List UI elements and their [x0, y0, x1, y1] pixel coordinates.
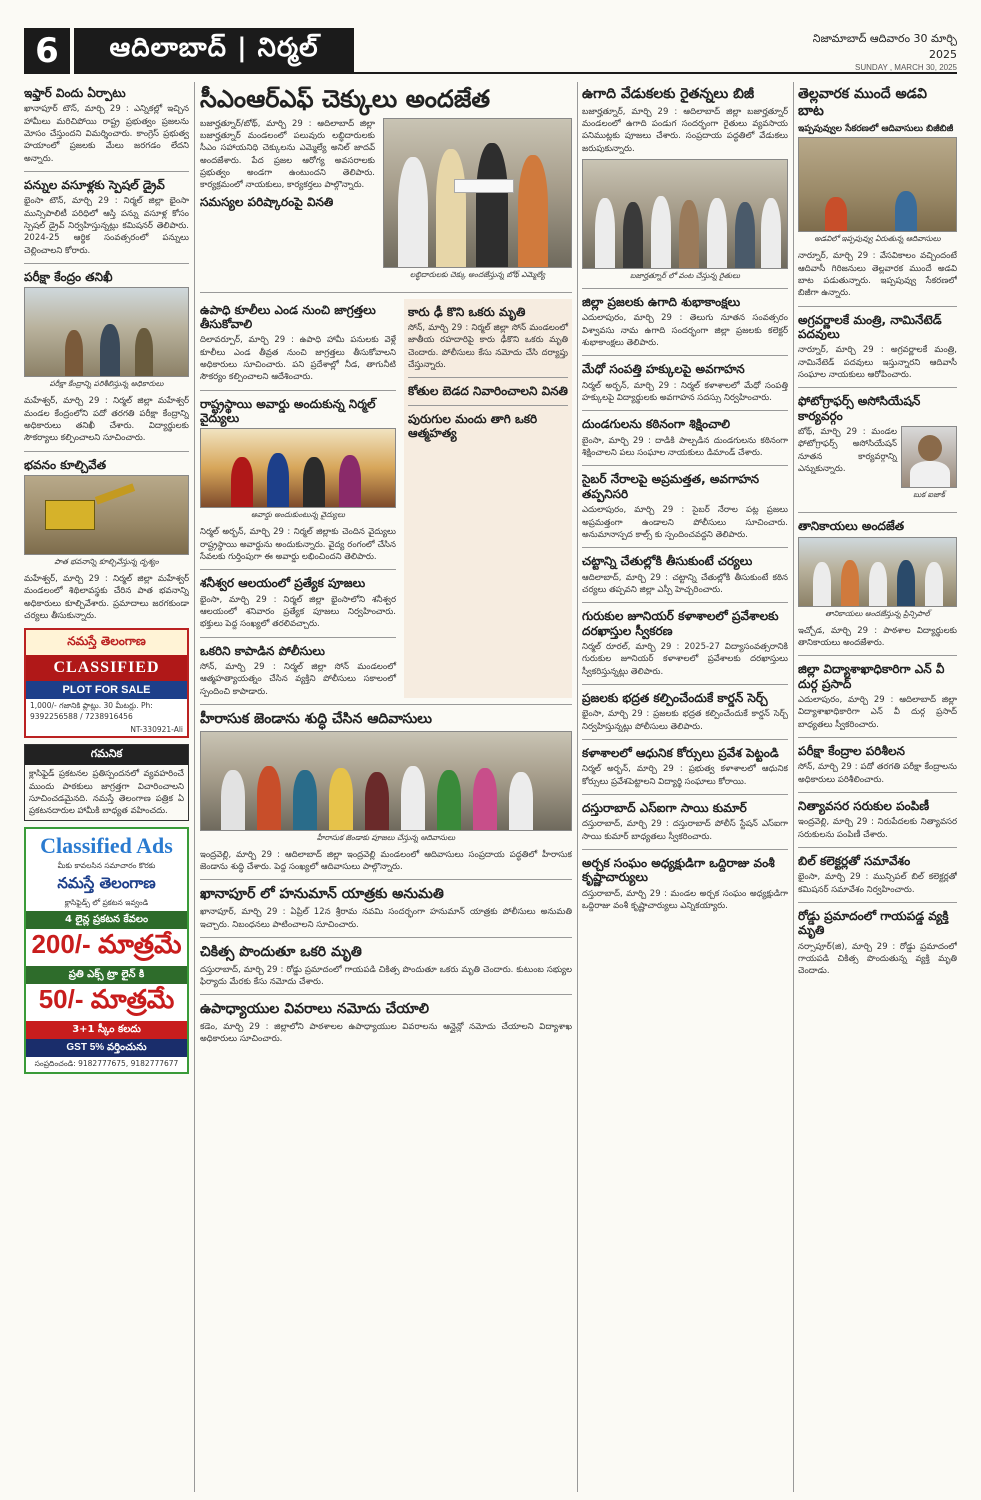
photo-caption: బుక ఐజాక్ [913, 490, 945, 500]
article-body: ఎదులాపురం, మార్చి 29 : సైబర్ నేరాల పట్ల ప్రజలు అప్రమత్తంగా ఉండాలని పోలీసులు సూచించారు. అనుమానాస్పద కాల్స్ కు స్పందించవద్దని తెలిపారు. [582, 505, 788, 540]
column-3 [582, 82, 788, 912]
divider [798, 792, 957, 793]
headline: చట్టాన్ని చేతుల్లోకి తీసుకుంటే చర్యలు [582, 554, 753, 569]
promo-line: క్లాసిఫైడ్స్ లో ప్రకటన ఇవ్వండి [64, 898, 149, 908]
article-body: నిర్మల్ రూరల్, మార్చి 29 : 2025-27 విద్యాసంవత్సరానికి గురుకుల జూనియర్ కళాశాలలో ప్రవేశాలకు దరఖాస్తులు స్వీకరిస్తున్నట్లు తెలిపారు. [582, 641, 788, 677]
ad-subtitle: PLOT FOR SALE [26, 681, 187, 699]
article-body: దస్తురాబాద్, మార్చి 29 : మండల అర్చక సంఘం అధ్యక్షుడిగా ఒద్దిరాజు వంశీ కృష్ణాచార్యులు ఎన్నికయ్యారు. [582, 888, 788, 911]
photo-cheque-handover [383, 118, 572, 268]
story-column-left [200, 299, 396, 698]
headline: అగ్రవర్ణాలకే మంత్రి, నామినేటెడ్ పదవులు [798, 312, 942, 342]
divider [200, 637, 396, 638]
lead-subheadline: ఇప్పపువ్వుల సేకరణలో ఆదివాసులు బిజీబిజీ [798, 123, 954, 134]
divider [24, 171, 189, 172]
masthead [24, 28, 957, 74]
headline: ఇఫ్తార్ విందు ఏర్పాటు [24, 86, 126, 100]
promo-brand: నమస్తే తెలంగాణ [57, 874, 156, 893]
headline: ఖానాపూర్ లో హనుమాన్ యాత్రకు అనుమతి [200, 886, 444, 903]
divider [798, 847, 957, 848]
divider [24, 451, 189, 452]
divider [200, 569, 396, 570]
divider [200, 937, 572, 938]
article-body: కడెం, మార్చి 29 : జిల్లాలోని పాఠశాలల ఉపాధ్యాయుల వివరాలను ఆన్లైన్లో నమోదు చేయాలని విద్యాశాఖ అధికారులు సూచించారు. [200, 1022, 572, 1045]
promo-title: Classified Ads [40, 833, 173, 859]
headline: కారు ఢీ కొని ఒకరు మృతి [408, 304, 526, 319]
ad-title: CLASSIFIED [26, 655, 187, 681]
promo-offer: ప్రతి ఎక్స్ ట్రా లైన్ కి [26, 966, 187, 984]
headline: దుండగులను కఠినంగా శిక్షించాలి [582, 417, 731, 432]
article-body: నిర్మల్ అర్బన్, మార్చి 29 : నిర్మల్ జిల్లాకు చెందిన వైద్యులు రాష్ట్రస్థాయి అవార్డును అందుకున్నారు. వైద్య రంగంలో చేసిన సేవలకు గుర్తింపుగా ఈ అవార్డు లభించిందని తెలిపారు. [200, 527, 396, 563]
divider [200, 704, 572, 705]
article-body: నార్నూర్, మార్చి 29 : వేసవికాలం వచ్చిందంటే ఆదివాసీ గిరిజనులు తెల్లవారక ముందే అడవి బాట పడుతున్నారు. ఇప్పపువ్వు సేకరణలో బిజీగా ఉన్నారు. [798, 251, 957, 299]
headline: పరీక్షా కేంద్రాల పరిశీలన [798, 743, 905, 758]
main-story [200, 118, 572, 286]
divider [798, 512, 957, 513]
headline: పన్నుల వసూళ్లకు స్పెషల్ డ్రైవ్ [24, 177, 165, 192]
date-telugu: నిజామాబాద్ ఆదివారం 30 మార్చి 2025 [812, 32, 957, 61]
article-body: ఖానాపూర్, మార్చి 29 : ఏప్రిల్ 12న శ్రీరామ నవమి సందర్భంగా హనుమాన్ యాత్రకు పోలీసులు అనుమతి ఇచ్చారు. నిబంధనలు పాటించాలని సూచించారు. [200, 907, 572, 930]
divider [200, 994, 572, 995]
promo-line: మీకు కావలసిన సమాచారం కొరకు [57, 861, 156, 871]
photo-caption: తానికాయలు అందజేస్తున్న ప్రిన్సిపాల్ [825, 608, 930, 618]
article-body: సోన్, మార్చి 29 : పదో తరగతి పరీక్షా కేంద్రాలను అధికారులు పరిశీలించారు. [798, 762, 957, 785]
ad-text: 1,000/- గజానికి ప్లాట్లు. 30 మీటర్లు. Ph: 9392256588 / 7238916456 [30, 701, 153, 722]
article-body: ఇచ్చోడ, మార్చి 29 : పాఠశాల విద్యార్థులకు తానికాయలు అందజేశారు. [798, 625, 957, 648]
column-4 [798, 82, 957, 978]
column-1 [24, 82, 189, 1074]
divider [200, 390, 396, 391]
headline: గురుకుల జూనియర్ కళాశాలలో ప్రవేశాలకు దరఖాస్తుల స్వీకరణ [582, 609, 779, 638]
promo-price: 200/- మాత్రమే [31, 929, 182, 960]
article-body: దస్తురాబాద్, మార్చి 29 : దస్తురాబాద్ పోలీస్ స్టేషన్ ఎస్ఐగా సాయి కుమార్ బాధ్యతలు స్వీకరించారు. [582, 819, 788, 842]
photo-caption: పరీక్షా కేంద్రాన్ని పరిశీలిస్తున్న అధికారులు [49, 379, 164, 389]
article-body: భైంసా, మార్చి 29 : నిర్మల్ జిల్లా భైంసాలోని శనీశ్వర ఆలయంలో శనివారం ప్రత్యేక పూజలు నిర్వహించారు. భక్తులు పెద్ద సంఖ్యలో తరలివచ్చారు. [200, 594, 396, 630]
notice-heading: గమనిక [25, 745, 188, 765]
divider [408, 377, 568, 378]
headline: తానికాయలు అందజేత [798, 519, 905, 534]
divider [582, 602, 788, 603]
headline: పురుగుల మందు తాగి ఒకరి ఆత్మహత్య [408, 411, 538, 441]
article-body: నిర్మల్ అర్బన్, మార్చి 29 : ప్రభుత్వ కళాశాలలో ఆధునిక కోర్సులు ప్రవేశపెట్టాలని విద్యార్థి సంఘాలు కోరాయి. [582, 764, 788, 787]
headline: భవనం కూల్చివేత [24, 457, 107, 472]
headline: దస్తురాబాద్ ఎస్ఐగా సాయి కుమార్ [582, 800, 747, 815]
divider [798, 737, 957, 738]
photo-caption: లబ్ధిదారులకు చెక్కు అందజేస్తున్న బోథ్ ఎమ్మెల్యే [409, 269, 546, 279]
photo-caption: హీరాసుక జెండాకు పూజలు చేస్తున్న ఆదివాసులు [316, 832, 456, 842]
article-body: ఖానాపూర్ టౌన్, మార్చి 29 : ఎన్నికల్లో ఇచ్చిన హామీలు మరిచిపోయి రాష్ట్ర ప్రభుత్వం ప్రజలను మోసం చేస్తుందని విమర్శించారు. కాంగ్రెస్ ప్రభుత్వ హయాంలో ప్రజలకు మేలు జరగడం లేదని అన్నారు. [24, 104, 189, 164]
article-body: సోన్, మార్చి 29 : నిర్మల్ జిల్లా సోన్ మండలంలో జాతీయ రహదారిపై కారు ఢీకొని ఒకరు మృతి చెందారు. పోలీసులు కేసు నమోదు చేసి దర్యాప్తు చేస్తున్నారు. [408, 322, 568, 370]
classified-ads-promo [24, 827, 189, 1074]
main-story-text [200, 118, 375, 286]
divider [582, 410, 788, 411]
divider [582, 547, 788, 548]
headline: ఉపాధి కూలీలు ఎండ నుంచి జాగ్రత్తలు తీసుకోవాలి [200, 302, 376, 331]
headline: హీరాసుక జెండాను శుద్ధి చేసిన ఆదివాసులు [200, 711, 432, 727]
headline: ఉపాధ్యాయుల వివరాలు నమోదు చేయాలి [200, 1001, 430, 1018]
portrait-photo [901, 426, 957, 488]
divider [798, 655, 957, 656]
divider [24, 263, 189, 264]
subheadline: సమస్యల పరిష్కారంపై వినతి [200, 195, 334, 210]
lead-headline: తెల్లవారక ముందే అడవి బాట [798, 86, 927, 119]
ad-brand: నమస్తే తెలంగాణ [26, 630, 187, 655]
headline: ఒకరిని కాపాడిన పోలీసులు [200, 643, 325, 658]
headline: కోతుల బెడద నివారించాలని వినతి [408, 384, 568, 399]
main-story-photo-wrap [383, 118, 572, 286]
headline: జిల్లా ప్రజలకు ఉగాది శుభాకాంక్షలు [582, 295, 741, 310]
article-body: ఎదులాపురం, మార్చి 29 : ఆదిలాబాద్ జిల్లా విద్యాశాఖాధికారిగా ఎన్ వీ దుర్గ ప్రసాద్ బాధ్యతలు స్వీకరించారు. [798, 694, 957, 730]
article-body: మహేశ్వర్, మార్చి 29 : నిర్మల్ జిల్లా మహేశ్వర్ మండలంలో శిథిలావస్థకు చేరిన పాత భవనాన్ని అధికారులు కూల్చివేశారు. ప్రమాదాలు జరగకుండా చర్యలు తీసుకున్నారు. [24, 573, 189, 621]
photo-exam-centre [24, 287, 189, 377]
ad-code: NT-330921-Ali [130, 725, 183, 735]
divider [582, 849, 788, 850]
divider [200, 292, 572, 293]
divider [408, 405, 568, 406]
promo-contact: సంప్రదించండి: 9182777675, 9182777677 [34, 1059, 179, 1069]
promo-gst: GST 5% వర్తించును [26, 1039, 187, 1057]
photo-adivasi-flag [200, 731, 572, 831]
divider [200, 879, 572, 880]
photo-caption: పాత భవనాన్ని కూల్చివేస్తున్న దృశ్యం [54, 556, 159, 566]
columns [24, 82, 957, 1492]
masthead-date [787, 28, 957, 74]
divider [582, 739, 788, 740]
masthead-rule [354, 28, 787, 74]
photo-distribution [798, 537, 957, 607]
divider [582, 794, 788, 795]
headline: జిల్లా విద్యాశాఖాధికారిగా ఎన్ వీ దుర్గ ప్రసాద్ [798, 662, 945, 691]
headline: చికిత్స పొందుతూ ఒకరి మృతి [200, 943, 362, 960]
article-body: బోథ్, మార్చి 29 : మండల ఫోటోగ్రాఫర్స్ అసోసియేషన్ నూతన కార్యవర్గాన్ని ఎన్నుకున్నారు. [798, 427, 897, 475]
promo-price: 50/- మాత్రమే [38, 984, 175, 1015]
column-rule [793, 82, 794, 1492]
article-body: బైంసా, మార్చి 29 : దాడికి పాల్పడిన దుండగులను కఠినంగా శిక్షించాలని పలు సంఘాల నాయకులు డిమాండ్ చేశారు. [582, 435, 788, 459]
article-body: దస్తురాబాద్, మార్చి 29 : రోడ్డు ప్రమాదంలో గాయపడి చికిత్స పొందుతూ ఒకరు మృతి చెందారు. కుటుంబ సభ్యుల ఫిర్యాదు మేరకు కేసు నమోదు చేశారు. [200, 964, 572, 987]
article-body: బజార్హత్నూర్, మార్చి 29 : ఆదిలాబాద్ జిల్లా బజార్హత్నూర్ మండలంలో ఉగాది పండుగ సందర్భంగా రైతులు వ్యవసాయ పనిముట్లకు పూజలు చేశారు. సంప్రదాయ పద్ధతిలో వేడుకలు జరుపుకున్నారు. [582, 106, 788, 154]
divider [582, 355, 788, 356]
article-body: నార్నూర్, మార్చి 29 : అగ్రవర్ణాలకే మంత్రి, నామినేటెడ్ పదవులు ఇస్తున్నారని ఆదివాసీ సంఘాల నాయకులు ఆరోపించారు. [798, 345, 957, 381]
article-body: సోన్, మార్చి 29 : నిర్మల్ జిల్లా సోన్ మండలంలో ఆత్మహత్యాయత్నం చేసిన వ్యక్తిని పోలీసులు సకాలంలో స్పందించి కాపాడారు. [200, 662, 396, 697]
headline: నిత్యావసర సరుకుల పంపిణీ [798, 798, 930, 813]
article-body: నర్సాపూర్(జి), మార్చి 29 : రోడ్డు ప్రమాదంలో గాయపడి చికిత్స పొందుతున్న వ్యక్తి మృతి చెందాడు. [798, 941, 957, 977]
story-row [200, 299, 572, 698]
article-body: భైంసా టౌన్, మార్చి 29 : నిర్మల్ జిల్లా భైంసా మున్సిపాలిటీ పరిధిలో ఆస్తి పన్ను వసూళ్ల కోసం స్పెషల్ డ్రైవ్ నిర్వహిస్తున్నట్లు కమిషనర్ తెలిపారు. 2024-25 ఆర్థిక సంవత్సరంలో పన్నులు చెల్లించాలని కోరారు. [24, 196, 189, 256]
date-english: SUNDAY , MARCH 30, 2025 [855, 63, 957, 72]
article-body: దిలావర్పూర్, మార్చి 29 : ఉపాధి హామీ పనులకు వెళ్లే కూలీలు ఎండ తీవ్రత నుంచి జాగ్రత్తలు తీసుకోవాలని అధికారులు సూచించారు. పని ప్రదేశాల్లో నీడ, తాగునీటి సౌకర్యం కల్పించాలని ఆదేశించారు. [200, 335, 396, 383]
divider [798, 306, 957, 307]
article-body: ఆదిలాబాద్, మార్చి 29 : చట్టాన్ని చేతుల్లోకి తీసుకుంటే కఠిన చర్యలు తప్పవని జిల్లా ఎస్పీ హెచ్చరించారు. [582, 572, 788, 595]
headline: కళాశాలలో ఆధునిక కోర్సులు ప్రవేశ పెట్టండి [582, 745, 779, 760]
page-number: 6 [24, 28, 70, 74]
headline: ఫోటోగ్రాఫర్స్ అసోసియేషన్ కార్యవర్గం [798, 394, 921, 423]
main-headline: సీఎంఆర్ఎఫ్ చెక్కులు అందజేత [200, 85, 491, 113]
portrait-wrap [901, 426, 957, 506]
headline: రాష్ట్రస్థాయి అవార్డు అందుకున్న నిర్మల్ వైద్యులు [200, 396, 376, 426]
notice-body: క్లాసిఫైడ్ ప్రకటనల ప్రతిస్పందనలో వ్యవహరించే ముందు పాఠకులు జాగ్రత్తగా విచారించాలని సూచించడమైనది. నమస్తే తెలంగాణ పత్రిక ఏ ప్రకటనదారుల హామీకి బాధ్యత వహించదు. [29, 769, 184, 817]
photo-mahua-collection [798, 137, 957, 232]
headline: ప్రజలకు భద్రత కల్పించేందుకే కార్డన్ సెర్చ్ [582, 690, 768, 705]
story-column-right [404, 299, 572, 698]
column-rule [194, 82, 195, 1492]
lead-headline: ఉగాది వేడుకలకు రైతన్నలు బిజీ [582, 86, 755, 102]
headline: బిల్ కలెక్టర్లతో సమావేశం [798, 853, 911, 868]
headline: మేధో సంపత్తి హక్కులపై అవగాహన [582, 362, 745, 377]
divider [798, 387, 957, 388]
divider [582, 465, 788, 466]
article-body: భైంసా, మార్చి 29 : ప్రజలకు భద్రత కల్పించేందుకే కార్డన్ సెర్చ్ నిర్వహిస్తున్నట్లు పోలీసులు తెలిపారు. [582, 709, 788, 732]
edition-title: ఆదిలాబాద్ | నిర్మల్ [74, 28, 354, 74]
photo-caption: అవార్డు అందుకుంటున్న వైద్యులు [250, 510, 346, 520]
article-body: భైంసా, మార్చి 29 : మున్సిపల్ బిల్ కలెక్టర్లతో కమిషనర్ సమావేశం నిర్వహించారు. [798, 872, 957, 895]
article-body: బజార్హత్నూర్/బోథ్, మార్చి 29 : ఆదిలాబాద్ జిల్లా బజార్హత్నూర్ మండలంలో పలువురు లబ్ధిదారులకు సీఎం సహాయనిధి చెక్కులను ఎమ్మెల్యే అనిల్ జాదవ్ అందజేశారు. పేద ప్రజల ఆరోగ్య అవసరాలకు ప్రభుత్వం అండగా ఉంటుందని తెలిపారు. కార్యక్రమంలో నాయకులు, కార్యకర్తలు పాల్గొన్నారు. [200, 118, 375, 191]
divider [798, 902, 957, 903]
headline: రోడ్డు ప్రమాదంలో గాయపడ్డ వ్యక్తి మృతి [798, 908, 949, 938]
divider [582, 288, 788, 289]
photo-caption: అడవిలో ఇప్పపువ్వు ఏరుతున్న ఆదివాసులు [814, 234, 941, 244]
article-body: నిర్మల్ అర్బన్, మార్చి 29 : నిర్మల్ కళాశాలలో మేధో సంపత్తి హక్కులపై విద్యార్థులకు అవగాహన సదస్సు నిర్వహించారు. [582, 380, 788, 404]
photo-demolition [24, 475, 189, 555]
column-rule [577, 82, 578, 1492]
headline: శనీశ్వర ఆలయంలో ప్రత్యేక పూజలు [200, 576, 366, 591]
column-2 [200, 82, 572, 1046]
headline: అర్చక సంఘం అధ్యక్షుడిగా ఒద్దిరాజు వంశీ కృష్ణాచార్యులు [582, 855, 775, 885]
notice-box [24, 744, 189, 821]
divider [582, 684, 788, 685]
story-with-portrait [798, 426, 957, 506]
promo-offer: 4 లైన్ల ప్రకటన కేవలం [26, 911, 187, 929]
photo-ugadi-farmers [582, 159, 788, 269]
photo-award [200, 428, 396, 508]
article-body: ఇంద్రవెల్లి, మార్చి 29 : నిరుపేదలకు నిత్యావసర సరుకులను పంపిణీ చేశారు. [798, 817, 957, 840]
article-body: ఇంద్రవెల్లి, మార్చి 29 : ఆదిలాబాద్ జిల్లా ఇంద్రవెల్లి మండలంలో ఆదివాసులు సంప్రదాయ పద్ధతిలో హీరాసుక జెండాను శుద్ధి చేశారు. పెద్ద సంఖ్యలో ఆదివాసులు పాల్గొన్నారు. [200, 849, 572, 873]
article-body: ఎదులాపురం, మార్చి 29 : తెలుగు నూతన సంవత్సరం విశ్వావసు నామ ఉగాది సందర్భంగా జిల్లా ప్రజలకు కలెక్టర్ శుభాకాంక్షలు తెలిపారు. [582, 313, 788, 349]
promo-offer: 3+1 స్కీం కలదు [26, 1021, 187, 1039]
article-body: మహేశ్వర్, మార్చి 29 : నిర్మల్ జిల్లా మహేశ్వర్ మండల కేంద్రంలోని పదో తరగతి పరీక్షా కేంద్రాన్ని అధికారులు తనిఖీ చేశారు. విద్యార్థులకు సౌకర్యాలు కల్పించాలని సూచించారు. [24, 396, 189, 444]
classified-ad [24, 628, 189, 738]
headline: పరీక్షా కేంద్రం తనిఖీ [24, 269, 113, 284]
photo-caption: బజార్హత్నూర్ లో వంట చేస్తున్న రైతులు [630, 271, 740, 281]
headline: సైబర్ నేరాలపై అప్రమత్తత, అవగాహన తప్పనిసరి [582, 472, 760, 501]
